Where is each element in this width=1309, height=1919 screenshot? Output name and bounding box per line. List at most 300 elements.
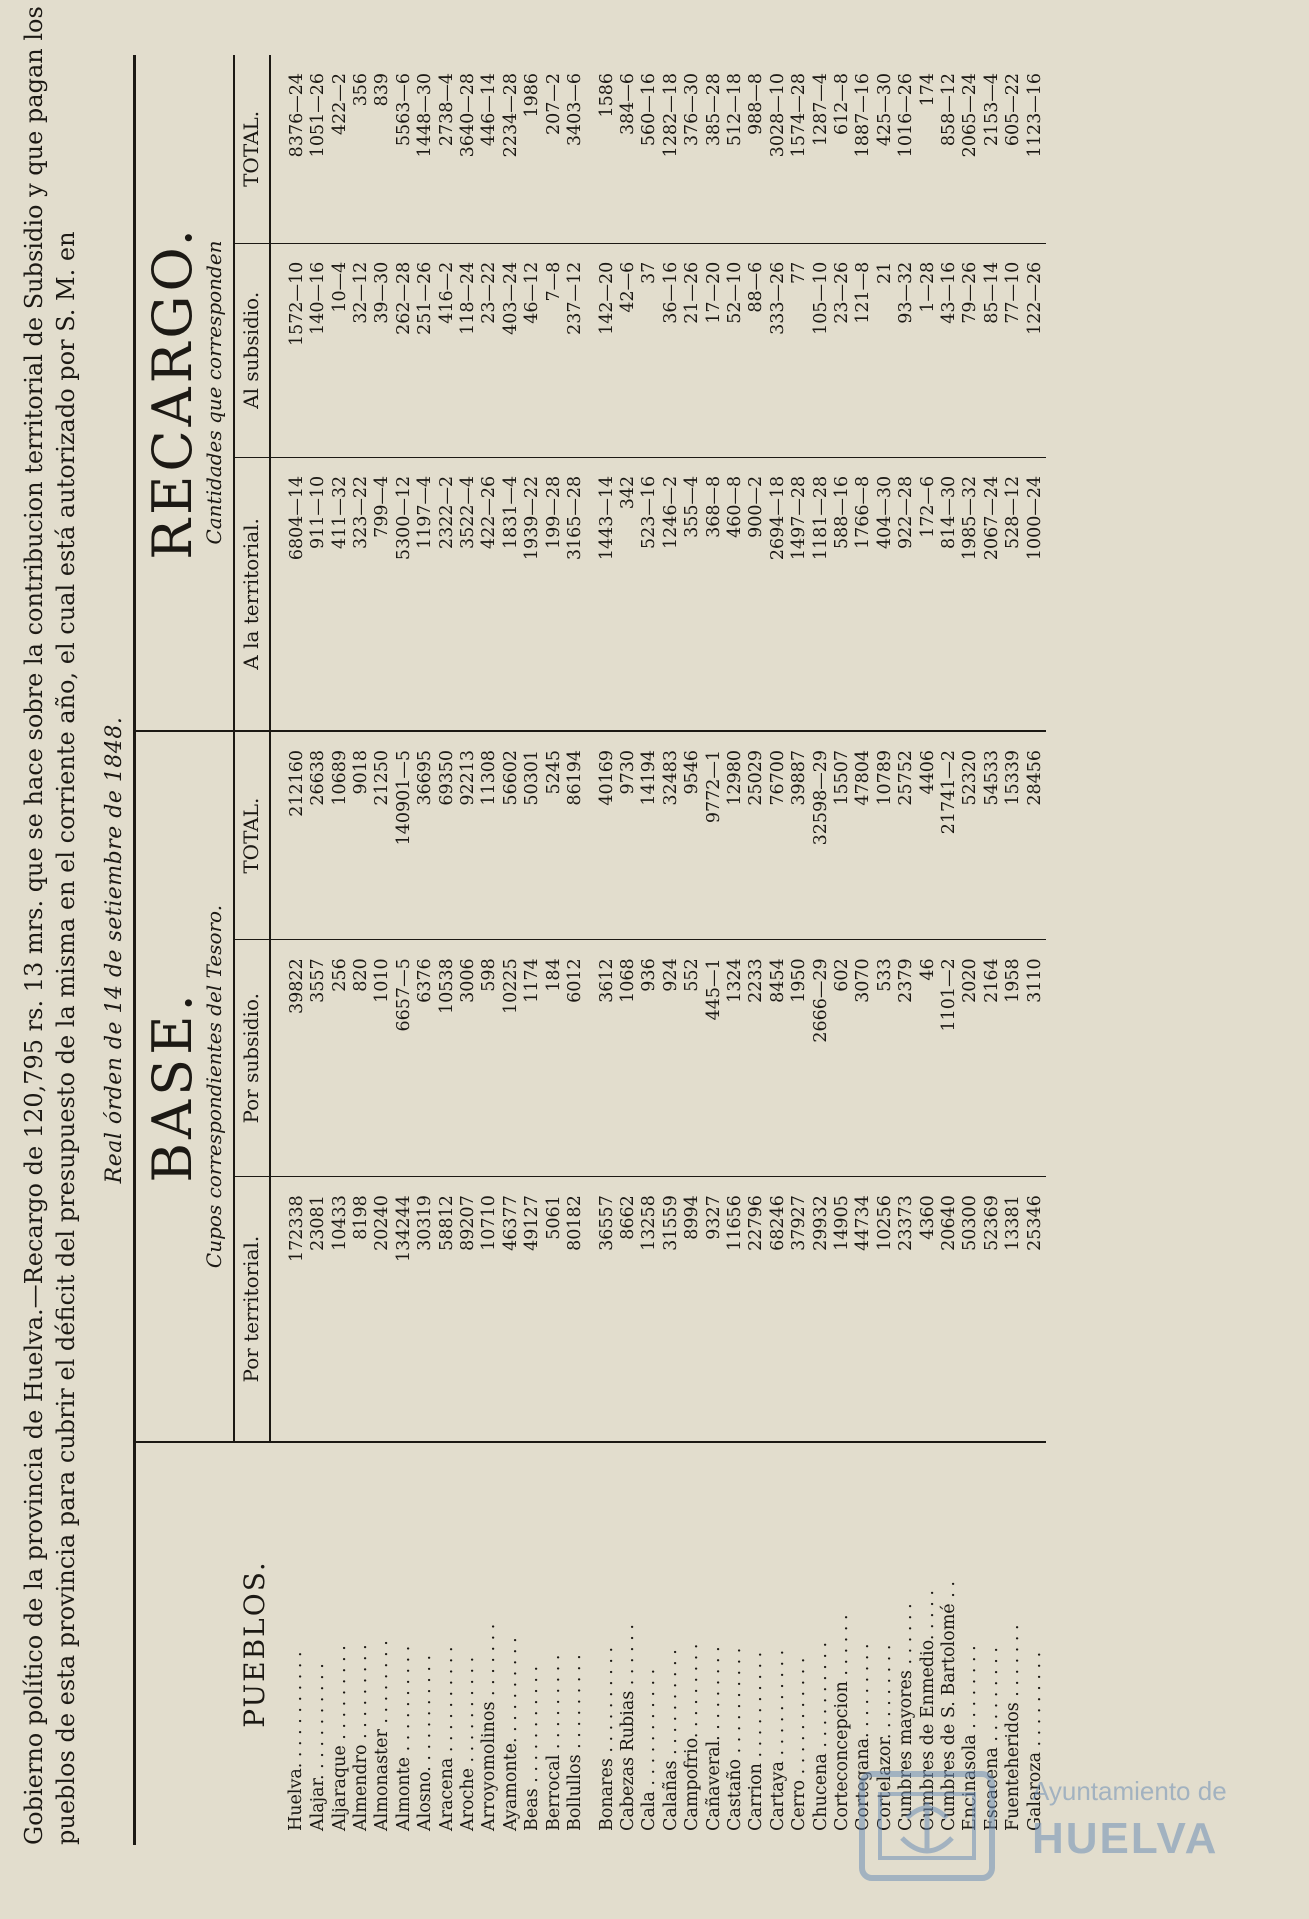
recargo-title: RECARGO. [141,225,204,560]
pueblo-cell: Aracena . . . . . . . . . . [437,1442,458,1845]
base-total-cell: 14194 [639,731,660,940]
pueblo-cell: Huelva. . . . . . . . . . . [270,1442,308,1845]
recargo-subsidio-cell: 39—30 [372,243,393,457]
pueblo-cell: Cañaveral. . . . . . . . . [704,1442,725,1845]
recargo-territorial-cell: 5300—12 [394,457,415,731]
table-body [270,55,1046,1845]
table-row [661,55,682,1845]
base-total-cell: 86194 [565,731,586,940]
base-territorial-cell: 50300 [960,1177,981,1442]
recargo-territorial-cell: 911—10 [308,457,329,731]
table-row [544,55,565,1845]
recargo-subsidio-cell: 403—24 [501,243,522,457]
pueblo-cell: Almonaster . . . . . . . . [372,1442,393,1845]
recargo-subsidio-cell: 23—26 [832,243,853,457]
recargo-territorial-cell: 1985—32 [960,457,981,731]
base-subsidio-cell: 1324 [725,940,746,1177]
table-row [875,55,896,1845]
recargo-territorial-cell: 1000—24 [1025,457,1046,731]
table-row [565,55,586,1845]
base-subsidio-cell: 2233 [746,940,767,1177]
base-total-cell: 212160 [270,731,308,940]
recargo-territorial-cell: 799—4 [372,457,393,731]
base-subsidio-cell: 1958 [1003,940,1024,1177]
recargo-subsidio-cell: 251—26 [415,243,436,457]
pueblo-cell: Beas . . . . . . . . . . . [522,1442,543,1845]
recargo-subsidio-cell: 416—2 [437,243,458,457]
recargo-subsidio-cell: 77—10 [1003,243,1024,457]
table-row [704,55,725,1845]
base-territorial-cell: 89207 [458,1177,479,1442]
recargo-total-cell: 356 [351,73,372,107]
base-territorial-cell: 10256 [875,1177,896,1442]
table-row [618,55,639,1845]
recargo-subsidio-cell: 121—8 [853,243,874,457]
recargo-total-cell: 1586 [596,73,617,118]
base-territorial-cell: 68246 [768,1177,789,1442]
recargo-subsidio-cell: 10—4 [330,243,351,457]
base-subsidio-cell: 2164 [982,940,1003,1177]
table-row [1003,55,1024,1845]
base-subsidio-cell: 2666—29 [811,940,832,1177]
pueblo-cell: Cortelazor. . . . . . . . . [875,1442,896,1845]
recargo-subsidio-cell: 42—6 [618,243,639,457]
recargo-total-cell: 3640—28 [458,73,479,158]
base-territorial-cell: 36557 [587,1177,618,1442]
document-content [18,6,1046,1845]
recargo-col-total: TOTAL. [234,55,269,243]
base-total-cell: 9772—1 [704,731,725,940]
recargo-subsidio-cell: 52—10 [725,243,746,457]
recargo-territorial-cell: 1766—8 [853,457,874,731]
pueblos-header: PUEBLOS. [135,1442,270,1845]
base-territorial-cell: 31559 [661,1177,682,1442]
recargo-territorial-cell: 523—16 [639,457,660,731]
table-row [330,55,351,1845]
base-territorial-cell: 30319 [415,1177,436,1442]
pueblo-cell: Calañas . . . . . . . . . . [661,1442,682,1845]
table-row [308,55,329,1845]
pueblo-cell: Castaño . . . . . . . . . . [725,1442,746,1845]
base-subsidio-cell: 820 [351,940,372,1177]
recargo-subsidio-cell: 1572—10 [270,243,308,457]
recargo-total-cell: 5563—6 [393,73,414,147]
base-subsidio-cell: 6012 [565,940,586,1177]
recargo-total-cell: 605—22 [1003,73,1024,147]
recargo-total-cell: 2153—4 [981,73,1002,147]
recargo-subsidio-cell: 37 [639,243,660,457]
recargo-territorial-cell: 323—22 [351,457,372,731]
table-row [1025,55,1046,1845]
recargo-territorial-cell: 2067—24 [982,457,1003,731]
intro-line-1: Gobierno político de la provincia de Huelva.—Recargo de 120,795 rs. 13 mrs. que se hace sobre la contribucion territorial de Subsidio y que pagan los [20,6,48,1845]
recargo-territorial-cell: 368—8 [704,457,725,731]
base-total-cell: 69350 [437,731,458,940]
base-territorial-cell: 172338 [270,1177,308,1442]
base-subsidio-cell: 1101—2 [939,940,960,1177]
table-row [351,55,372,1845]
base-territorial-cell: 8994 [682,1177,703,1442]
pueblo-cell: Corteconcepcion . . . . . . [832,1442,853,1845]
base-territorial-cell: 20640 [939,1177,960,1442]
recargo-territorial-cell: 355—4 [682,457,703,731]
table-row [479,55,500,1845]
recargo-territorial-cell: 6804—14 [270,457,308,731]
table-row [896,55,917,1845]
real-orden-line: Real órden de 14 de setiembre de 1848. [102,716,127,1184]
base-territorial-cell: 80182 [565,1177,586,1442]
pueblo-cell: Cala . . . . . . . . . . . [639,1442,660,1845]
recargo-subsidio-cell: 32—12 [351,243,372,457]
recargo-subsidio-cell: 17—20 [704,243,725,457]
base-subsidio-cell: 552 [682,940,703,1177]
recargo-total-cell: 612—8 [831,73,852,136]
pueblo-cell: Alajar. . . . . . . . . . . [308,1442,329,1845]
recargo-total-cell: 3403—6 [565,73,586,147]
pueblo-cell: Aljaraque . . . . . . . . . [330,1442,351,1845]
base-territorial-cell: 13381 [1003,1177,1024,1442]
pueblo-cell: Arroyomolinos . . . . . . . [479,1442,500,1845]
base-territorial-cell: 49127 [522,1177,543,1442]
base-total-cell: 32483 [661,731,682,940]
watermark-line-2: HUELVA [1032,1814,1219,1863]
recargo-subsidio-cell: 262—28 [394,243,415,457]
intro-paragraph [18,6,82,1845]
recargo-territorial-cell: 172—6 [918,457,939,731]
base-subsidio-cell: 10538 [437,940,458,1177]
table-row [960,55,981,1845]
base-subsidio-cell: 39822 [270,940,308,1177]
recargo-total-cell: 2234—28 [500,73,521,158]
base-territorial-cell: 134244 [394,1177,415,1442]
recargo-territorial-cell: 1831—4 [501,457,522,731]
base-subsidio-cell: 3612 [587,940,618,1177]
base-total-cell: 140901—5 [394,731,415,940]
pueblo-cell: Cortegana. . . . . . . . . [853,1442,874,1845]
base-total-cell: 4406 [918,731,939,940]
pueblo-cell: Cumbres de Enmedio. . . . . [918,1442,939,1845]
base-territorial-cell: 25346 [1025,1177,1046,1442]
base-territorial-cell: 10433 [330,1177,351,1442]
table-row [682,55,703,1845]
base-subsidio-cell: 3006 [458,940,479,1177]
pueblo-cell: Cumbres mayores . . . . . . [896,1442,917,1845]
base-subsidio-cell: 533 [875,940,896,1177]
pueblo-cell: Cartaya . . . . . . . . . . [768,1442,789,1845]
recargo-total-cell: 422—2 [329,73,350,136]
pueblo-cell: Encinasola . . . . . . . . [960,1442,981,1845]
base-territorial-cell: 23081 [308,1177,329,1442]
base-subsidio-cell: 8454 [768,940,789,1177]
base-subsidio-cell: 3557 [308,940,329,1177]
recargo-total-cell: 839 [372,73,393,107]
recargo-territorial-cell: 404—30 [875,457,896,731]
recargo-total-cell: 1986 [522,73,543,118]
pueblo-cell: Alosno. . . . . . . . . . . [415,1442,436,1845]
table-row [746,55,767,1845]
recargo-table [133,55,1046,1845]
pueblo-cell: Bonares . . . . . . . . . . [587,1442,618,1845]
pueblo-cell: Cabezas Rubias . . . . . . [618,1442,639,1845]
base-subsidio-cell: 924 [661,940,682,1177]
table-row [501,55,522,1845]
recargo-subsidio-cell: 122—26 [1025,243,1046,457]
pueblo-cell: Almonte . . . . . . . . . . [394,1442,415,1845]
base-total-cell: 40169 [587,731,618,940]
recargo-total-cell: 1051—26 [308,73,329,158]
recargo-territorial-cell: 460—8 [725,457,746,731]
recargo-subsidio-cell: 118—24 [458,243,479,457]
recargo-total-cell: 376—30 [682,73,703,147]
recargo-territorial-cell: 422—26 [479,457,500,731]
table-row [522,55,543,1845]
recargo-subsidio-cell: 93—32 [896,243,917,457]
base-total-cell: 10789 [875,731,896,940]
base-subsidio-cell: 3070 [853,940,874,1177]
base-territorial-cell: 9327 [704,1177,725,1442]
recargo-total-cell: 1123—16 [1024,73,1045,158]
base-subsidio-cell: 256 [330,940,351,1177]
table-row [918,55,939,1845]
base-territorial-cell: 5061 [544,1177,565,1442]
recargo-territorial-cell: 1443—14 [587,457,618,731]
base-territorial-cell: 14905 [832,1177,853,1442]
recargo-territorial-cell: 1939—22 [522,457,543,731]
base-total-cell: 56602 [501,731,522,940]
base-total-cell: 26638 [308,731,329,940]
table-row [939,55,960,1845]
base-territorial-cell: 11656 [725,1177,746,1442]
pueblo-cell: Almendro . . . . . . . . . [351,1442,372,1845]
pueblo-cell: Bollullos . . . . . . . . . [565,1442,586,1845]
recargo-total-cell: 1574—28 [789,73,810,158]
recargo-territorial-cell: 900—2 [746,457,767,731]
base-subsidio-cell: 6376 [415,940,436,1177]
recargo-territorial-cell: 1181—28 [811,457,832,731]
recargo-total-cell: 858—12 [939,73,959,147]
base-total-cell: 36695 [415,731,436,940]
recargo-subsidio-cell: 23—22 [479,243,500,457]
recargo-total-cell: 2738—4 [436,73,457,147]
recargo-subsidio-cell: 140—16 [308,243,329,457]
recargo-subsidio-cell: 1—28 [918,243,939,457]
table-row [587,55,618,1845]
base-territorial-cell: 22796 [746,1177,767,1442]
base-total-cell: 52320 [960,731,981,940]
base-subsidio-cell: 2379 [896,940,917,1177]
watermark-line-1: Ayuntamiento de [1032,1776,1227,1806]
base-subsidio-cell: 1068 [618,940,639,1177]
recargo-territorial-cell: 1197—4 [415,457,436,731]
base-total-cell: 25752 [896,731,917,940]
table-row [768,55,789,1845]
recargo-total-cell: 174 [917,73,938,107]
base-total-cell: 28456 [1025,731,1046,940]
table-row [415,55,436,1845]
base-total-cell: 15507 [832,731,853,940]
pueblo-cell: Carrion . . . . . . . . . . [746,1442,767,1845]
base-total-cell: 5245 [544,731,565,940]
table-row [639,55,660,1845]
recargo-total-cell: 1016—26 [896,73,917,158]
base-territorial-cell: 23373 [896,1177,917,1442]
pueblo-cell: Aroche . . . . . . . . . . [458,1442,479,1845]
base-subsidio-cell: 936 [639,940,660,1177]
table-row [394,55,415,1845]
base-total-cell: 21250 [372,731,393,940]
recargo-subsidio-cell: 43—16 [939,243,960,457]
recargo-total-cell: 988—8 [746,73,767,136]
base-territorial-cell: 37927 [789,1177,810,1442]
recargo-territorial-cell: 2694—18 [768,457,789,731]
recargo-subsidio-cell: 21—26 [682,243,703,457]
base-territorial-cell: 58812 [437,1177,458,1442]
base-subsidio-cell: 1950 [789,940,810,1177]
recargo-subsidio-cell: 7—8 [544,243,565,457]
intro-line-2: pueblos de esta provincia para cubrir el déficit del presupuesto de la misma en el corriente año, el cual está autorizado por S. M. en [52,231,80,1845]
recargo-col-subsidio: Al subsidio. [234,243,269,457]
recargo-total-cell: 8376—24 [286,73,307,158]
pueblo-cell: Escacena . . . . . . . . . [982,1442,1003,1845]
recargo-subsidio-cell: 85—14 [982,243,1003,457]
base-total-cell: 47804 [853,731,874,940]
base-subsidio-cell: 6657—5 [394,940,415,1177]
recargo-territorial-cell: 1497—28 [789,457,810,731]
city-seal-icon [842,1768,1012,1883]
recargo-territorial-cell: 814—30 [939,457,960,731]
base-total-cell: 50301 [522,731,543,940]
base-subsidio-cell: 445—1 [704,940,725,1177]
base-total-cell: 9730 [618,731,639,940]
base-col-subsidio: Por subsidio. [234,940,269,1177]
table-row [372,55,393,1845]
base-subsidio-cell: 2020 [960,940,981,1177]
table-row [270,55,308,1845]
table-row [789,55,810,1845]
base-total-cell: 11308 [479,731,500,940]
table-row [811,55,832,1845]
base-col-territorial: Por territorial. [234,1177,269,1442]
base-territorial-cell: 13258 [639,1177,660,1442]
base-total-cell: 54533 [982,731,1003,940]
recargo-subsidio-cell: 46—12 [522,243,543,457]
table-row [725,55,746,1845]
recargo-total-cell: 1448—30 [415,73,436,158]
base-subsidio-cell: 602 [832,940,853,1177]
recargo-total-cell: 425—30 [874,73,895,147]
base-subsidio-cell: 46 [918,940,939,1177]
base-subsidio-cell: 598 [479,940,500,1177]
recargo-territorial-cell: 528—12 [1003,457,1024,731]
base-territorial-cell: 44734 [853,1177,874,1442]
base-total-cell: 9018 [351,731,372,940]
base-subsidio-cell: 1010 [372,940,393,1177]
ayuntamiento-watermark [842,1768,1282,1888]
pueblo-cell: Chucena . . . . . . . . . . [811,1442,832,1845]
table-row [853,55,874,1845]
pueblo-cell: Campofrio. . . . . . . . . [682,1442,703,1845]
recargo-total-cell: 1282—18 [660,73,681,158]
base-total-cell: 39887 [789,731,810,940]
recargo-subtitle: Cantidades que corresponden [203,55,234,731]
table-row [458,55,479,1845]
pueblo-cell: Cerro . . . . . . . . . . . [789,1442,810,1845]
base-total-cell: 92213 [458,731,479,940]
recargo-total-cell: 3028—10 [767,73,788,158]
pueblo-cell: Cumbres de S. Bartolomé . . [939,1442,960,1845]
base-total-cell: 9546 [682,731,703,940]
recargo-territorial-cell: 199—28 [544,457,565,731]
recargo-total-cell: 207—2 [543,73,564,136]
recargo-territorial-cell: 922—28 [896,457,917,731]
pueblo-cell: Galaroza . . . . . . . . . [1025,1442,1046,1845]
recargo-territorial-cell: 1246—2 [661,457,682,731]
recargo-territorial-cell: 342 [618,457,639,731]
recargo-subsidio-cell: 36—16 [661,243,682,457]
base-col-total: TOTAL. [234,731,269,940]
base-title: BASE. [135,731,204,1442]
pueblo-cell: Ayamonte. . . . . . . . . . [501,1442,522,1845]
table-row [982,55,1003,1845]
recargo-territorial-cell: 2322—2 [437,457,458,731]
pueblo-cell: Fuenteheridos . . . . . . . [1003,1442,1024,1845]
base-territorial-cell: 8662 [618,1177,639,1442]
recargo-total-cell: 385—28 [703,73,724,147]
recargo-total-cell: 560—16 [639,73,660,147]
recargo-subsidio-cell: 21 [875,243,896,457]
base-territorial-cell: 10710 [479,1177,500,1442]
base-territorial-cell: 8198 [351,1177,372,1442]
recargo-subsidio-cell: 105—10 [811,243,832,457]
recargo-territorial-cell: 3522—4 [458,457,479,731]
base-total-cell: 10689 [330,731,351,940]
base-subtitle: Cupos correspondientes del Tesoro. [203,731,234,1442]
recargo-total-cell: 1887—16 [853,73,874,158]
base-total-cell: 21741—2 [939,731,960,940]
recargo-total-cell: 384—6 [617,73,638,136]
recargo-territorial-cell: 588—16 [832,457,853,731]
recargo-total-cell: 2065—24 [960,73,981,158]
base-subsidio-cell: 10225 [501,940,522,1177]
base-total-cell: 32598—29 [811,731,832,940]
base-territorial-cell: 52369 [982,1177,1003,1442]
recargo-subsidio-cell: 237—12 [565,243,586,457]
base-subsidio-cell: 184 [544,940,565,1177]
recargo-total-cell: 446—14 [479,73,500,147]
table-row [832,55,853,1845]
base-territorial-cell: 46377 [501,1177,522,1442]
base-territorial-cell: 4360 [918,1177,939,1442]
base-subsidio-cell: 3110 [1025,940,1046,1177]
table-row [437,55,458,1845]
recargo-territorial-cell: 3165—28 [565,457,586,731]
recargo-subsidio-cell: 142—20 [587,243,618,457]
base-total-cell: 15339 [1003,731,1024,940]
base-total-cell: 25029 [746,731,767,940]
recargo-total-cell: 1287—4 [810,73,831,147]
base-total-cell: 12980 [725,731,746,940]
recargo-total-cell: 512—18 [724,73,745,147]
base-subsidio-cell: 1174 [522,940,543,1177]
recargo-col-territorial: A la territorial. [234,457,269,731]
recargo-subsidio-cell: 79—26 [960,243,981,457]
recargo-subsidio-cell: 333—26 [768,243,789,457]
base-total-cell: 76700 [768,731,789,940]
base-territorial-cell: 20240 [372,1177,393,1442]
pueblo-cell: Berrocal . . . . . . . . . [544,1442,565,1845]
base-territorial-cell: 29932 [811,1177,832,1442]
recargo-subsidio-cell: 88—6 [746,243,767,457]
